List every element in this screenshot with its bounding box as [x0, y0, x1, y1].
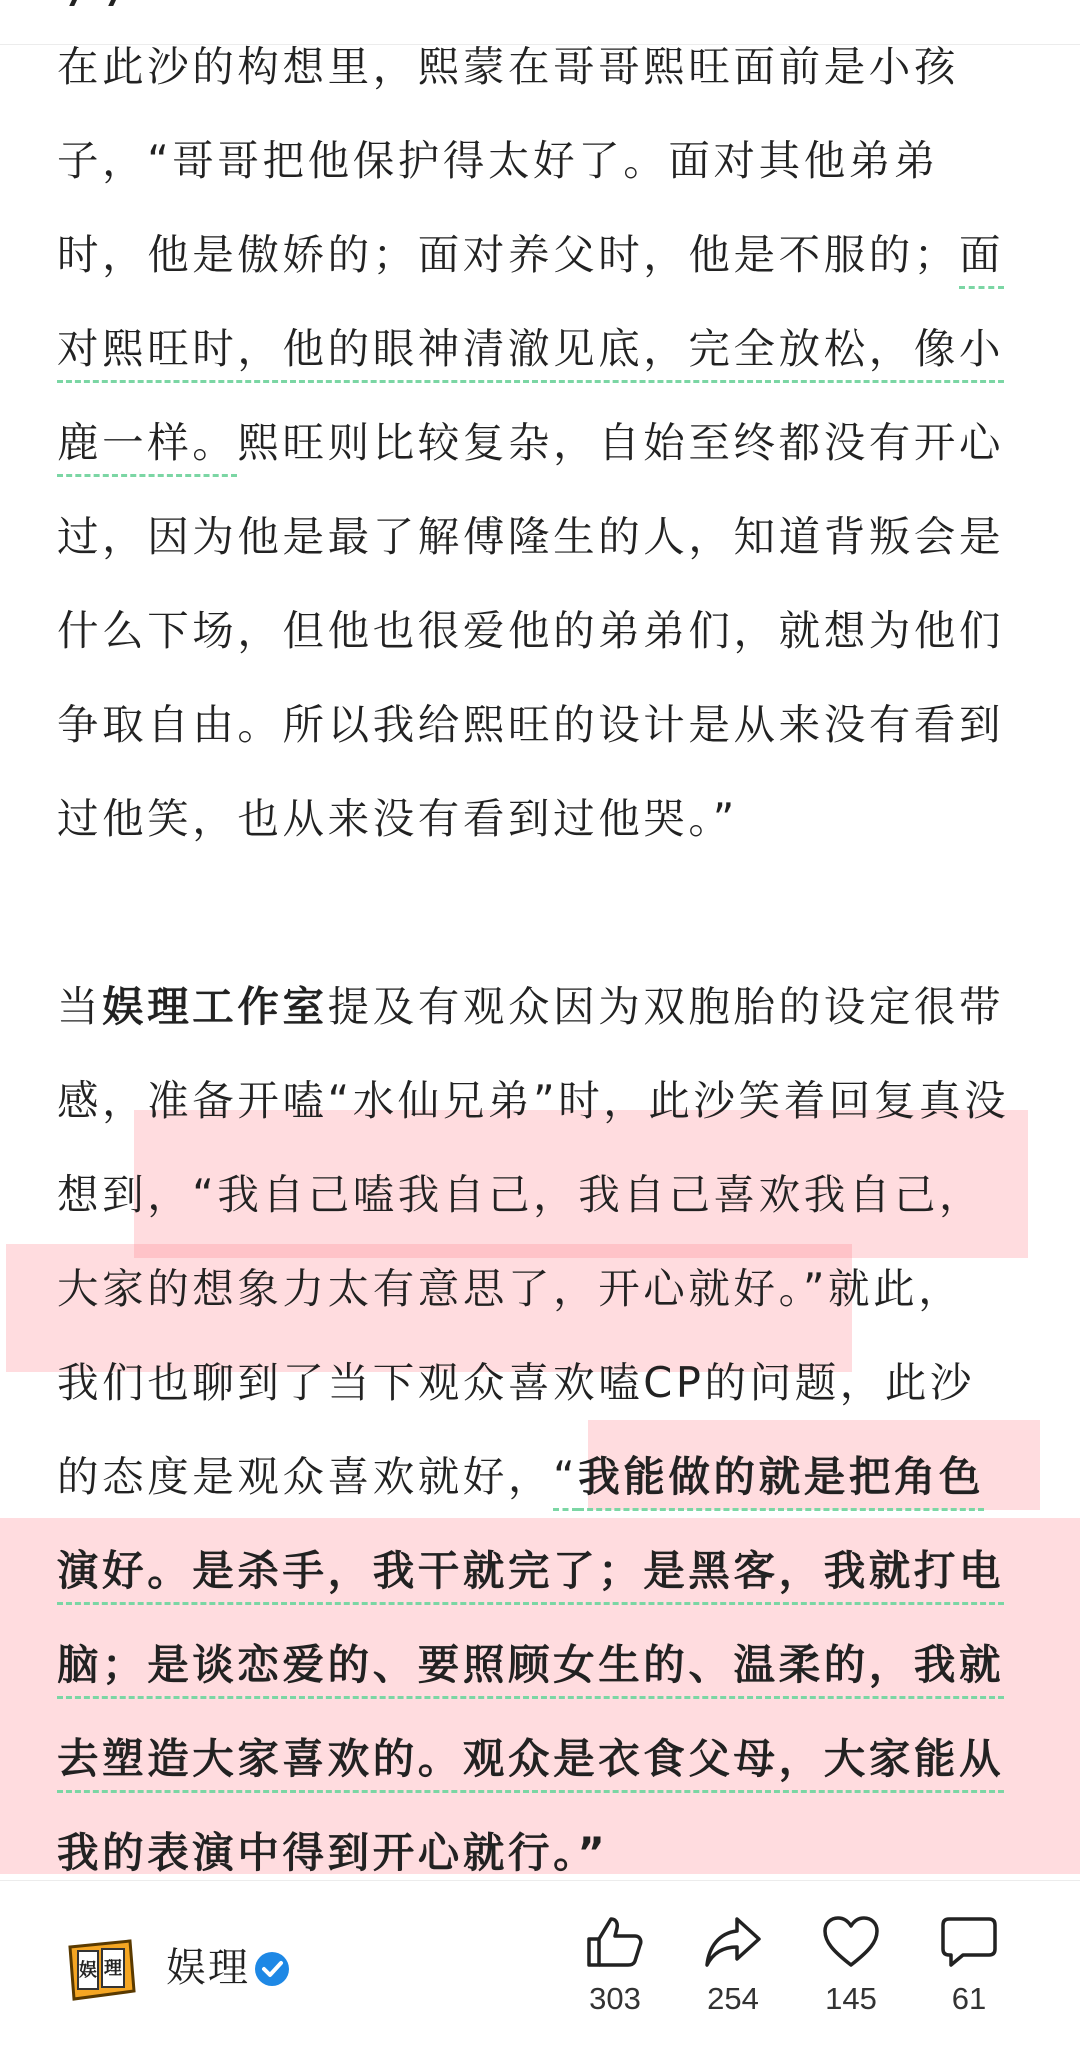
underlined-quote[interactable]: 我能做的就是把角色 [578, 1452, 985, 1501]
paragraph-line: 想到，“我自己嗑我自己，我自己喜欢我自己， [57, 1170, 985, 1219]
heart-icon [821, 1915, 881, 1969]
like-count: 303 [589, 1981, 641, 2016]
paragraph-line [57, 1712, 1027, 1806]
paragraph-line: 当娱理工作室提及有观众因为双胞胎的设定很带 [57, 982, 1005, 1031]
avatar[interactable] [64, 1933, 136, 2005]
avatar-char: 理 [104, 1958, 122, 1979]
share-count: 254 [707, 1981, 759, 2016]
like-button[interactable] [560, 1915, 670, 2017]
paragraph-line: 过他笑，也从来没有看到过他哭。” [57, 794, 738, 843]
thumbs-up-icon [585, 1915, 645, 1969]
studio-name: 娱理工作室 [102, 982, 328, 1031]
share-button[interactable] [678, 1915, 788, 2017]
paragraph-line: 的态度是观众喜欢就好，“我能做的就是把角色 [57, 1452, 985, 1501]
paragraph-line [57, 1618, 1027, 1712]
underlined-quote[interactable]: 演好。是杀手，我干就完了；是黑客，我就打电 [57, 1546, 1005, 1595]
paragraph-line: 大家的想象力太有意思了，开心就好。”就此， [57, 1264, 964, 1313]
cut-off-glyph [69, 0, 119, 6]
share-icon [703, 1915, 763, 1969]
paragraph-line: 感，准备开嗑“水仙兄弟”时，此沙笑着回复真没 [57, 1076, 1010, 1125]
comment-icon [939, 1915, 999, 1969]
paragraph-line: 过，因为他是最了解傅隆生的人，知道背叛会是 [57, 512, 1005, 561]
paragraph-line: 时，他是傲娇的；面对养父时，他是不服的；面 [57, 230, 1005, 279]
avatar-char: 娱 [79, 1960, 97, 1981]
paragraph-line: 争取自由。所以我给熙旺的设计是从来没有看到 [57, 700, 1005, 749]
paragraph-line: 我们也聊到了当下观众喜欢嗑CP的问题，此沙 [57, 1358, 976, 1407]
verified-icon [254, 1951, 290, 1987]
underlined-quote[interactable]: 面 [959, 230, 1005, 279]
paragraph-line [57, 302, 1027, 396]
comment-button[interactable] [914, 1915, 1024, 2017]
comment-count: 61 [951, 1981, 987, 2016]
paragraph-line: 什么下场，但他也很爱他的弟弟们，就想为他们 [57, 606, 1005, 655]
author-name[interactable]: 娱理 [166, 1945, 250, 1991]
paragraph-line: 我的表演中得到开心就行。” [57, 1828, 609, 1877]
underlined-quote[interactable]: “ [553, 1452, 579, 1501]
favorite-count: 145 [825, 1981, 877, 2016]
post-action-bar [0, 1880, 1080, 2053]
article-body [57, 20, 1027, 1900]
paragraph-line: 在此沙的构想里，熙蒙在哥哥熙旺面前是小孩 [57, 42, 960, 91]
paragraph-line: 鹿一样。熙旺则比较复杂，自始至终都没有开心 [57, 418, 1005, 467]
paragraph-line [57, 1524, 1027, 1618]
underlined-quote[interactable]: 脑；是谈恋爱的、要照顾女生的、温柔的，我就 [57, 1640, 1005, 1689]
underlined-quote[interactable]: 鹿一样。 [57, 418, 238, 467]
paragraph-line: 子，“哥哥把他保护得太好了。面对其他弟弟 [57, 136, 940, 185]
favorite-button[interactable] [796, 1915, 906, 2017]
underlined-quote[interactable]: 对熙旺时，他的眼神清澈见底，完全放松，像小 [57, 324, 1005, 373]
underlined-quote[interactable]: 去塑造大家喜欢的。观众是衣食父母，大家能从 [57, 1734, 1005, 1783]
paragraph-gap [57, 866, 1027, 960]
